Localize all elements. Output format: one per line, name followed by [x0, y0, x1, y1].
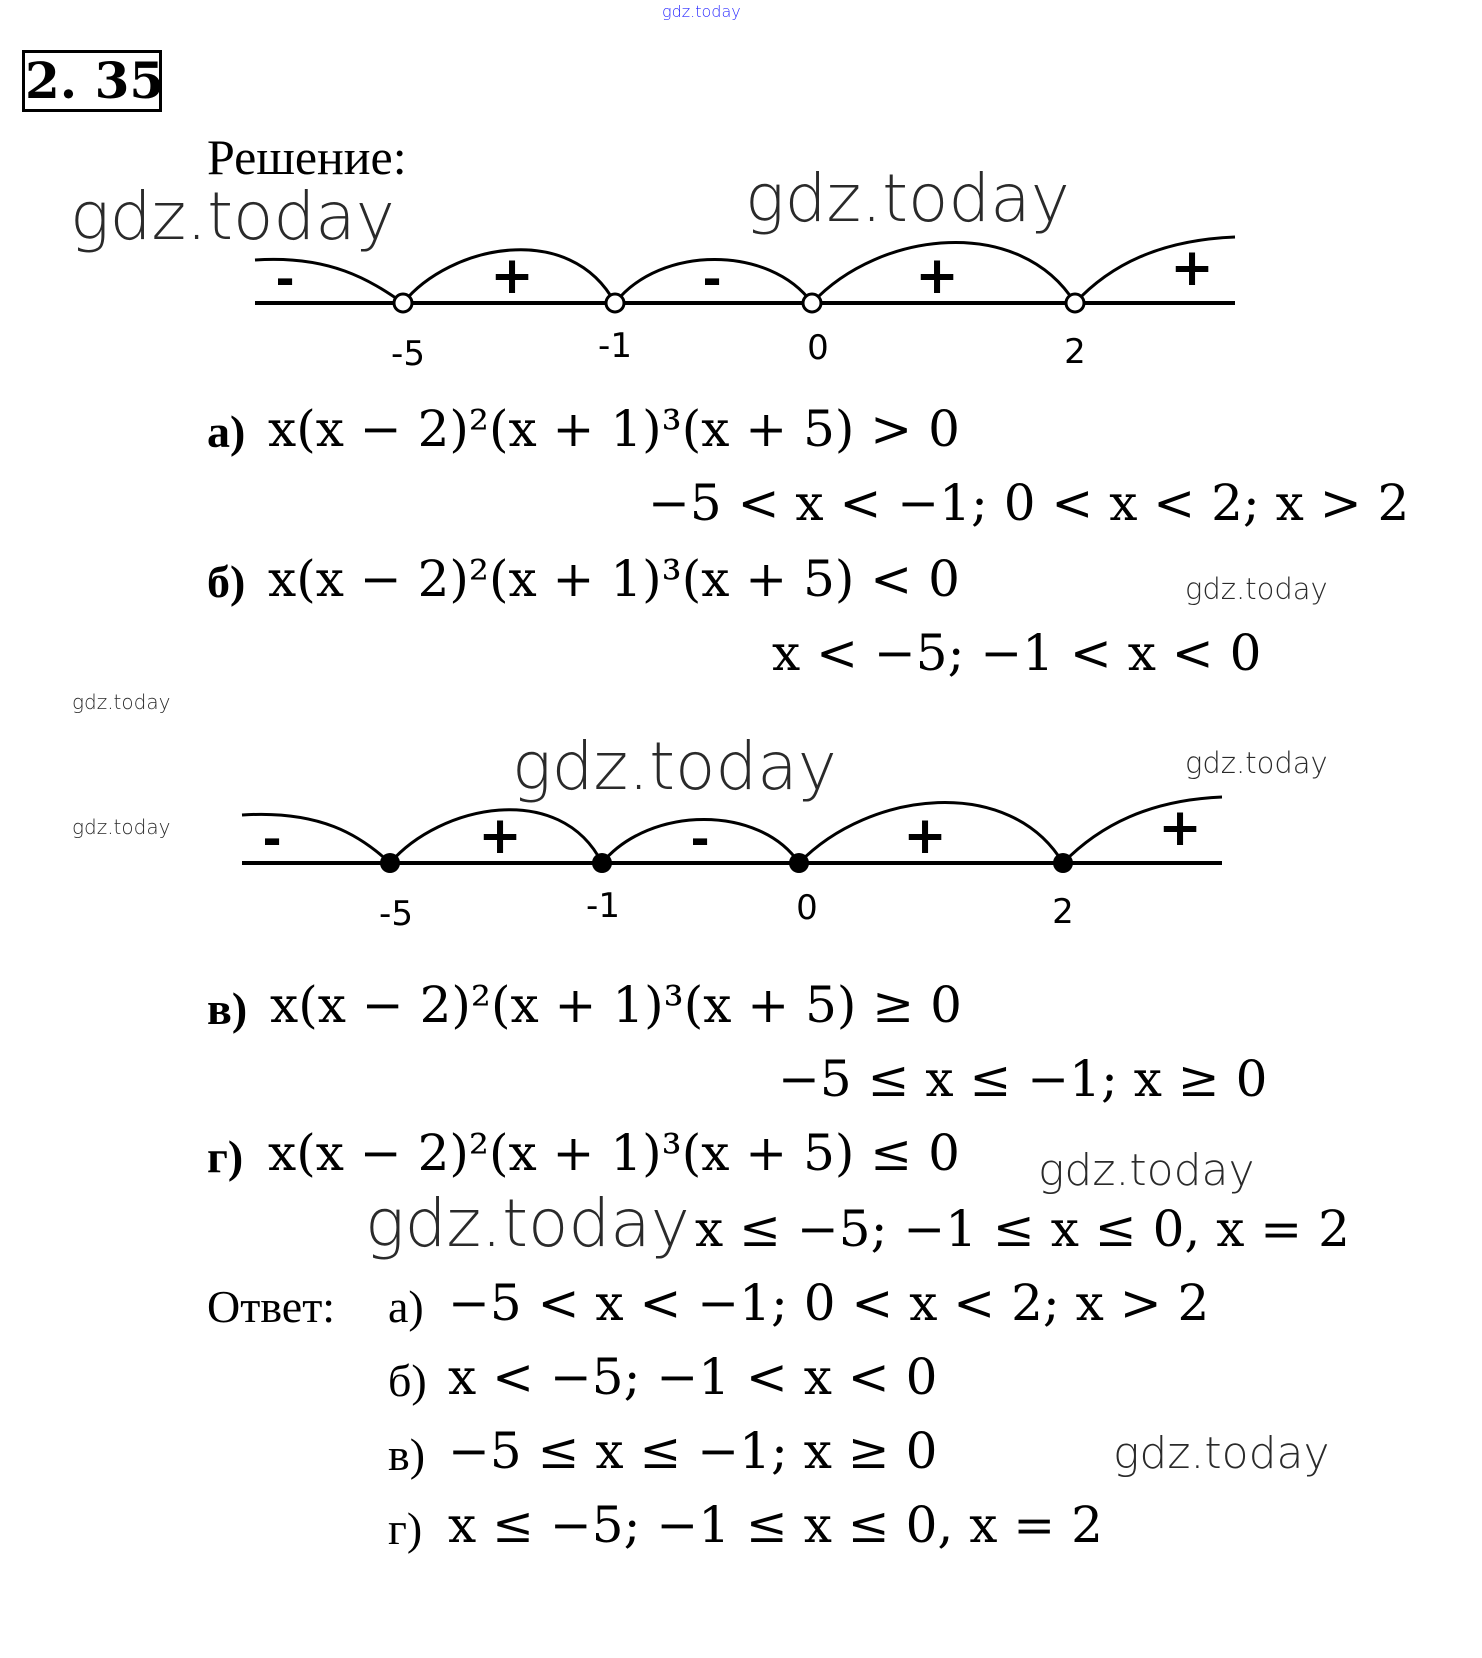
number-line-open [240, 225, 1250, 375]
part-b-label: б) [207, 556, 246, 607]
sign: - [702, 252, 722, 306]
answer-item-text: x ≤ −5; −1 ≤ x ≤ 0, x = 2 [448, 1496, 1103, 1554]
watermark: gdz.today [1185, 746, 1328, 780]
point-open [803, 294, 821, 312]
part-a-label: а) [207, 406, 246, 457]
tick-label: 2 [1052, 892, 1074, 932]
tick-label: -1 [598, 326, 632, 366]
tick-label: 0 [807, 328, 829, 368]
watermark: gdz.today [1038, 1145, 1255, 1196]
watermark: gdz.today [72, 690, 171, 714]
answer-item-label: в) [388, 1429, 426, 1480]
sign: + [1170, 238, 1214, 298]
watermark: gdz.today [1113, 1428, 1330, 1479]
part-a-solution: −5 < x < −1; 0 < x < 2; x > 2 [648, 474, 1410, 532]
point-open [1066, 294, 1084, 312]
part-v-inequality: x(x − 2)²(x + 1)³(x + 5) ≥ 0 [270, 976, 962, 1034]
point-filled [1053, 853, 1073, 873]
tick-label: -1 [586, 886, 620, 926]
tick-label: -5 [379, 894, 413, 934]
problem-number: 2. 35 [22, 50, 162, 112]
watermark: gdz.today [745, 160, 1070, 237]
sign: - [275, 252, 295, 306]
watermark: gdz.today [72, 815, 171, 839]
watermark: gdz.today [365, 1185, 690, 1262]
answer-item-label: г) [388, 1503, 423, 1554]
watermark: gdz.today [70, 178, 395, 255]
part-g-label: г) [207, 1131, 244, 1182]
answer-item-text: x < −5; −1 < x < 0 [448, 1348, 938, 1406]
answer-item-label: а) [388, 1281, 424, 1332]
answer-label: Ответ: [207, 1281, 336, 1332]
point-open [606, 294, 624, 312]
watermark: gdz.today [512, 728, 837, 805]
tick-label: 0 [796, 888, 818, 928]
part-a-inequality: x(x − 2)²(x + 1)³(x + 5) > 0 [268, 400, 960, 458]
tick-label: 2 [1064, 332, 1086, 372]
part-g-solution: x ≤ −5; −1 ≤ x ≤ 0, x = 2 [695, 1200, 1350, 1258]
sign: + [490, 246, 534, 306]
answer-item-text: −5 ≤ x ≤ −1; x ≥ 0 [448, 1422, 938, 1480]
watermark: gdz.today [1185, 572, 1328, 606]
answer-item-text: −5 < x < −1; 0 < x < 2; x > 2 [448, 1274, 1210, 1332]
point-open [394, 294, 412, 312]
sign: + [915, 246, 959, 306]
sign: + [1158, 798, 1202, 858]
part-v-label: в) [207, 983, 248, 1034]
part-b-inequality: x(x − 2)²(x + 1)³(x + 5) < 0 [268, 550, 960, 608]
part-g-inequality: x(x − 2)²(x + 1)³(x + 5) ≤ 0 [268, 1124, 960, 1182]
answer-item-label: б) [388, 1355, 427, 1406]
sign: + [478, 806, 522, 866]
point-filled [380, 853, 400, 873]
sign: - [262, 812, 282, 866]
point-filled [789, 853, 809, 873]
sign: - [690, 812, 710, 866]
part-v-solution: −5 ≤ x ≤ −1; x ≥ 0 [778, 1050, 1268, 1108]
point-filled [592, 853, 612, 873]
tick-label: -5 [391, 334, 425, 374]
part-b-solution: x < −5; −1 < x < 0 [772, 624, 1262, 682]
watermark-top: gdz.today [662, 2, 741, 21]
sign: + [903, 806, 947, 866]
solution-label: Решение: [207, 129, 407, 185]
number-line-filled [230, 785, 1240, 935]
